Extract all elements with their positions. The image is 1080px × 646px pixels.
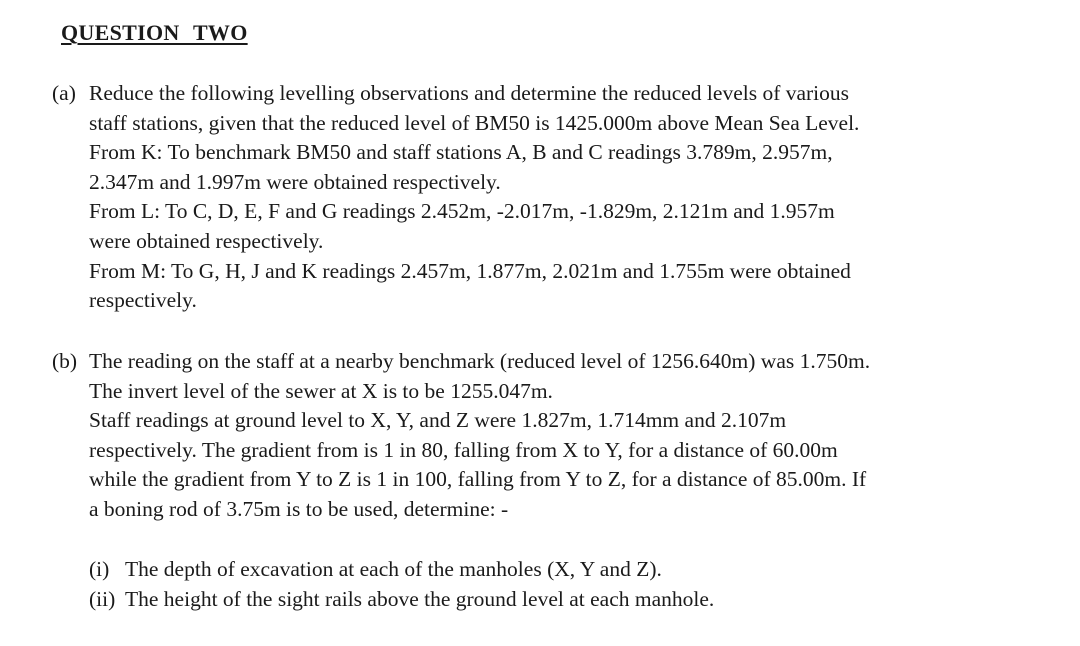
sub-item (89, 585, 714, 615)
part-b-text (89, 347, 870, 525)
part-a-line: Reduce the following levelling observations and determine the reduced levels of various (89, 81, 850, 105)
sub-item-marker: (i) (89, 557, 110, 581)
part-a-line: 2.347m and 1.997m were obtained respectively. (89, 169, 501, 194)
part-b-line: respectively. The gradient from is 1 in 80, falling from X to Y, for a distance of 60.00m (89, 437, 838, 462)
part-a-line: were obtained respectively. (89, 228, 324, 253)
part-a-line: From L: To C, D, E, F and G readings 2.452m, -2.017m, -1.829m, 2.121m and 1.957m (89, 199, 835, 224)
question-heading: QUESTION TWO (61, 20, 248, 45)
part-a-marker: (a) (52, 81, 76, 105)
sub-item-text: The depth of excavation at each of the manholes (X, Y and Z). (125, 557, 662, 581)
part-b-line: The reading on the staff at a nearby benchmark (reduced level of 1256.640m) was 1.750m. (89, 349, 871, 373)
part-a-line: From M: To G, H, J and K readings 2.457m, 1.877m, 2.021m and 1.755m were obtained (89, 258, 851, 283)
part-b-marker: (b) (52, 349, 78, 373)
part-b-line: The invert level of the sewer at X is to be 1255.047m. (89, 378, 553, 403)
part-a-text (89, 79, 859, 316)
part-b-line: Staff readings at ground level to X, Y, and Z were 1.827m, 1.714mm and 2.107m (89, 408, 787, 433)
part-a-line: staff stations, given that the reduced level of BM50 is 1425.000m above Mean Sea Level. (89, 110, 860, 135)
part-a-line: respectively. (89, 288, 197, 313)
part-a-line: From K: To benchmark BM50 and staff stations A, B and C readings 3.789m, 2.957m, (89, 140, 833, 165)
part-b-line: while the gradient from Y to Z is 1 in 100, falling from Y to Z, for a distance of 85.00m. If (89, 467, 867, 492)
sub-item (89, 555, 662, 585)
part-b-line: a boning rod of 3.75m is to be used, determine: - (89, 496, 509, 521)
sub-item-text: The height of the sight rails above the ground level at each manhole. (125, 586, 715, 611)
sub-item-marker: (ii) (89, 586, 116, 611)
